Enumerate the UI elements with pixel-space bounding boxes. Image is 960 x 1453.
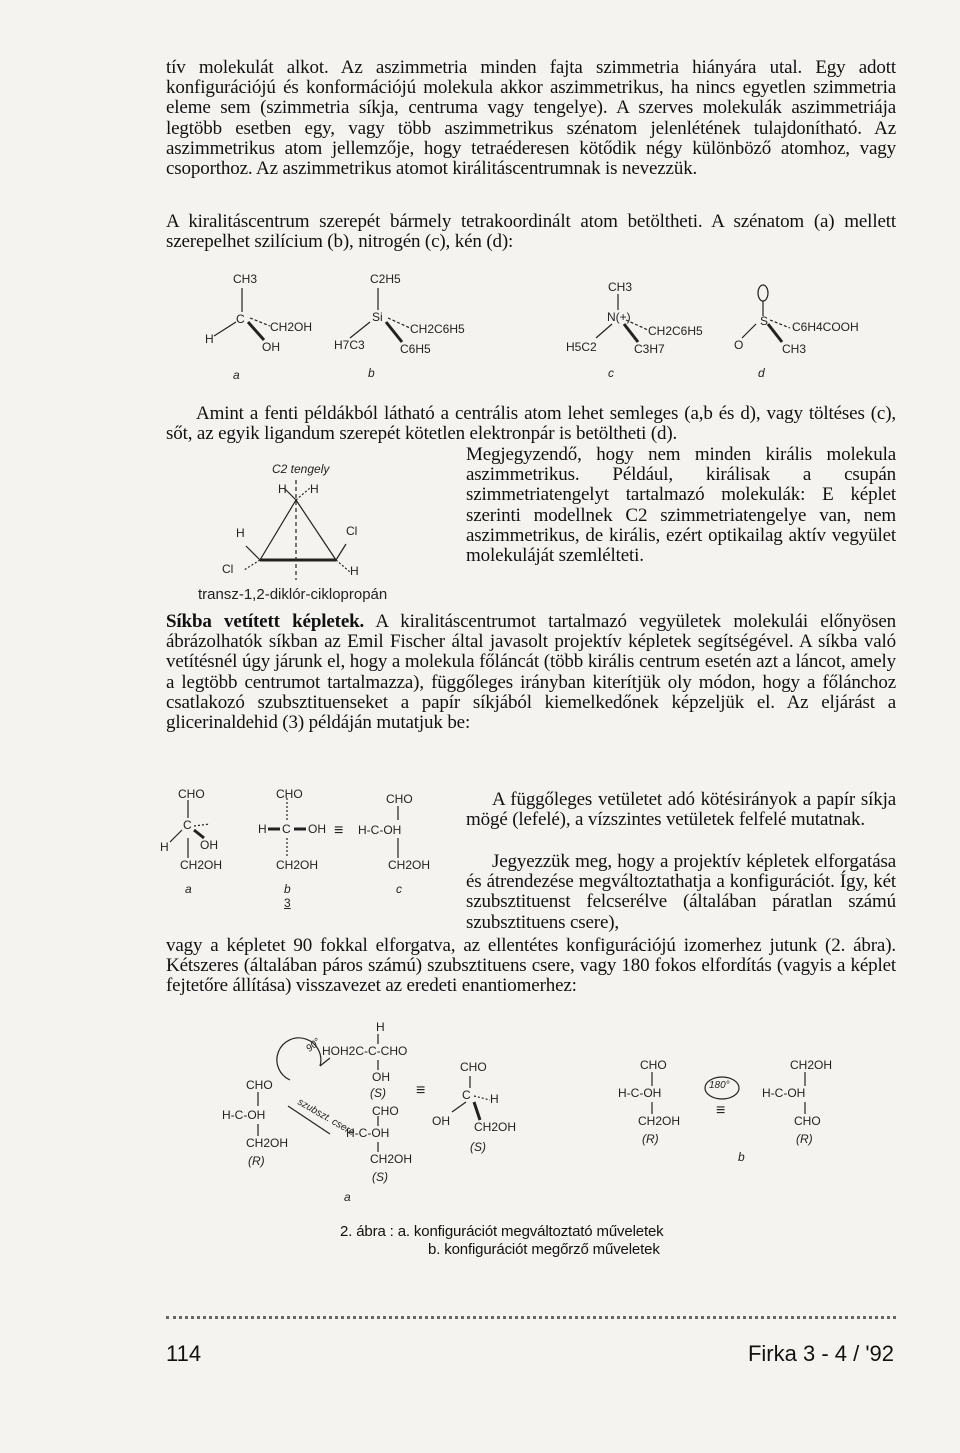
fa-c: C bbox=[183, 818, 192, 832]
paragraph-7: Jegyezzük meg, hogy a projektív képletek elforgatása és átrendezése megváltoztathatja a konfigurációt. Így, két szubsztituenst felcserélve (általában páratlan számú szubsztituens csere), bbox=[466, 851, 896, 933]
d-o: O bbox=[734, 338, 744, 352]
c2-axis-label: C2 tengely bbox=[272, 462, 330, 476]
paragraph-6: A függőleges vetületet adó kötésirányok a papír síkja mögé (lefelé), a vízszintes vetületek felfelé mutatnak. bbox=[466, 789, 896, 831]
f2-3d-ho: OH bbox=[432, 1114, 450, 1128]
fc-row: H-C-OH bbox=[358, 823, 402, 837]
fb-oh: OH bbox=[308, 822, 326, 836]
paragraph-4: Megjegyzendő, hogy nem minden királis molekula aszimmetrikus. Például, királisak a csupán szimmetriatengelyt tartalmazó molekulák: E képlet szerinti modellnek C2 szimmetriatengelye van, nem aszimmetrikus, de királis, ezért optikailag aktív vegyület molekuláját szemlélteti. bbox=[466, 444, 896, 567]
f2-3d-c: C bbox=[462, 1088, 471, 1102]
f2-mid-cho: CHO bbox=[372, 1104, 399, 1118]
b-c6h5: C6H5 bbox=[400, 342, 431, 356]
fb-ch2oh: CH2OH bbox=[276, 858, 319, 872]
c-c3h7: C3H7 bbox=[634, 342, 665, 356]
f2-3d-h: H bbox=[490, 1092, 499, 1106]
f2-s1: (S) bbox=[370, 1086, 386, 1100]
rotate-180-label: 180° bbox=[709, 1080, 730, 1091]
f2-3d-ch2oh: CH2OH bbox=[474, 1120, 517, 1134]
f2-a-row: H-C-OH bbox=[222, 1108, 266, 1122]
fb-cho: CHO bbox=[276, 787, 303, 801]
paragraph-1: tív molekulát alkot. Az aszimmetria minden fajta szimmetria hiányára utal. Egy adott konfigurációjú és konformációjú molekula akkor aszimmetrikus, ha nincs egyetlen szimmetria eleme sem (szimmetria síkja, centruma vagy tengelye). A szerves molekulák aszimmetriája legtöbb esetben egy, vagy több aszimmetrikus szénatom jelenlétének tulajdonítható. Az aszimmetrikus atom jellemzője, hogy tetraéderesen kötődik négy különböző atomhoz, vagy csoporthoz. Az aszimmetrikus atomot királitáscentrumnak is nevezzük. bbox=[166, 57, 896, 180]
figure-caption-2: b. konfigurációt megőrző műveletek bbox=[428, 1241, 660, 1258]
f2-label-a: a bbox=[344, 1190, 351, 1204]
label-b: b bbox=[368, 366, 375, 380]
label-d: d bbox=[758, 366, 765, 380]
f2-r3: (R) bbox=[796, 1132, 813, 1146]
f2-a-ch2oh: CH2OH bbox=[246, 1136, 289, 1150]
label-c: c bbox=[608, 366, 614, 380]
fa-h: H bbox=[160, 840, 169, 854]
f2-label-b: b bbox=[738, 1150, 745, 1164]
fb-h: H bbox=[258, 822, 267, 836]
f2-top-oh: OH bbox=[372, 1070, 390, 1084]
c-ch3: CH3 bbox=[608, 280, 633, 294]
fa-ch2oh: CH2OH bbox=[180, 858, 223, 872]
f2-s3: (S) bbox=[470, 1140, 486, 1154]
a-ch3: CH3 bbox=[233, 272, 258, 286]
d-center: S bbox=[760, 314, 769, 328]
cp-h4: H bbox=[350, 564, 359, 578]
section-heading: Síkba vetített képletek. bbox=[166, 611, 365, 632]
f2-top-h: H bbox=[376, 1020, 385, 1034]
compound-name: transz-1,2-diklór-ciklopropán bbox=[198, 586, 388, 603]
fischer-label-b: b bbox=[284, 882, 291, 896]
fc-ch2oh: CH2OH bbox=[388, 858, 431, 872]
f2-equals-2: ≡ bbox=[716, 1102, 726, 1119]
b-ch2c6h5: CH2C6H5 bbox=[410, 322, 465, 336]
a-center: C bbox=[236, 312, 245, 326]
f2-mid-ch2oh: CH2OH bbox=[370, 1152, 413, 1166]
cp-h1: H bbox=[278, 482, 287, 496]
f2-mid-row: H-C-OH bbox=[346, 1126, 390, 1140]
swap-label: szubszt. csere bbox=[295, 1096, 357, 1139]
journal-issue: Firka 3 - 4 / '92 bbox=[747, 1341, 894, 1366]
a-ch2oh: CH2OH bbox=[270, 320, 313, 334]
paragraph-3: Amint a fenti példákból látható a centrális atom lehet semleges (a,b és d), vagy töltéses (c), sőt, az egyik ligandum szerepét kötetlen elektronpár is betöltheti (d). bbox=[166, 403, 896, 445]
fa-cho: CHO bbox=[178, 787, 205, 801]
b-h7c3: H7C3 bbox=[334, 338, 365, 352]
f2-s2: (S) bbox=[372, 1170, 388, 1184]
f2-r2: (R) bbox=[642, 1132, 659, 1146]
cp-cl1: Cl bbox=[346, 524, 358, 538]
f2-r1: (R) bbox=[248, 1154, 265, 1168]
cp-h2: H bbox=[310, 482, 319, 496]
cp-h3: H bbox=[236, 526, 245, 540]
fa-oh: OH bbox=[200, 838, 218, 852]
label-a: a bbox=[233, 368, 240, 382]
f2-b2-row: H-C-OH bbox=[762, 1086, 806, 1100]
page-number: 114 bbox=[166, 1341, 202, 1366]
compound-number-3: 3 bbox=[284, 896, 291, 910]
d-ch3: CH3 bbox=[782, 342, 807, 356]
fc-cho: CHO bbox=[386, 792, 413, 806]
c-ch2c6h5: CH2C6H5 bbox=[648, 324, 703, 338]
d-c6h4cooh: C6H4COOH bbox=[792, 320, 859, 334]
paragraph-8: vagy a képletet 90 fokkal elforgatva, az ellentétes konfigurációjú izomerhez jutunk (2. ábra). Kétszeres (általában páros számú) szubsztituens csere, vagy 180 fokos elfordítás (vagyis a képlet fejtetőre állítása) visszavezet az eredeti enantiomerhez: bbox=[166, 935, 896, 997]
a-oh: OH bbox=[262, 340, 280, 354]
f2-equals-1: ≡ bbox=[416, 1082, 426, 1099]
f2-a-cho: CHO bbox=[246, 1078, 273, 1092]
fb-c: C bbox=[282, 822, 291, 836]
f2-b1-cho: CHO bbox=[640, 1058, 667, 1072]
figure-caption-1: 2. ábra : a. konfigurációt megváltoztató műveletek bbox=[340, 1223, 664, 1240]
f2-3d-cho: CHO bbox=[460, 1060, 487, 1074]
f2-b1-row: H-C-OH bbox=[618, 1086, 662, 1100]
c-center: N(+) bbox=[607, 310, 631, 324]
b-c2h5: C2H5 bbox=[370, 272, 401, 286]
fischer-label-a: a bbox=[185, 882, 192, 896]
fischer-equals: ≡ bbox=[334, 822, 344, 839]
f2-top-chain: HOH2C-C-CHO bbox=[322, 1044, 408, 1058]
footer-rule bbox=[166, 1316, 896, 1319]
b-center: Si bbox=[372, 310, 383, 324]
f2-b2-ch2oh: CH2OH bbox=[790, 1058, 833, 1072]
paragraph-2: A kiralitáscentrum szerepét bármely tetrakoordinált atom betöltheti. A szénatom (a) mellett szerepelhet szilícium (b), nitrogén (c), kén (d): bbox=[166, 211, 896, 253]
f2-b2-cho: CHO bbox=[794, 1114, 821, 1128]
a-h: H bbox=[205, 332, 214, 346]
cp-cl2: Cl bbox=[222, 562, 234, 576]
fischer-label-c: c bbox=[396, 882, 402, 896]
f2-b1-ch2oh: CH2OH bbox=[638, 1114, 681, 1128]
c-h5c2: H5C2 bbox=[566, 340, 597, 354]
rotate-90-label: 90° bbox=[304, 1036, 323, 1055]
paragraph-5-body: A kiralitáscentrumot tartalmazó vegyületek molekulái előnyösen ábrázolhatók síkban az Emil Fischer által javasolt projektív képletek segítségével. A síkba való vetítésnél úgy járunk el, hogy a molekula főláncát (több királis centrum esetén azt a láncot, amely a legtöbb centrumot tartalmazza), függőleges irányban kiterítjük oly módon, hogy a főlánchoz csatlakozó szubsztituenseket a papír síkjából kiemelkedőnek képzeljük el. Az eljárást a glicerinaldehid (3) példáján mutatjuk be: bbox=[166, 611, 896, 734]
